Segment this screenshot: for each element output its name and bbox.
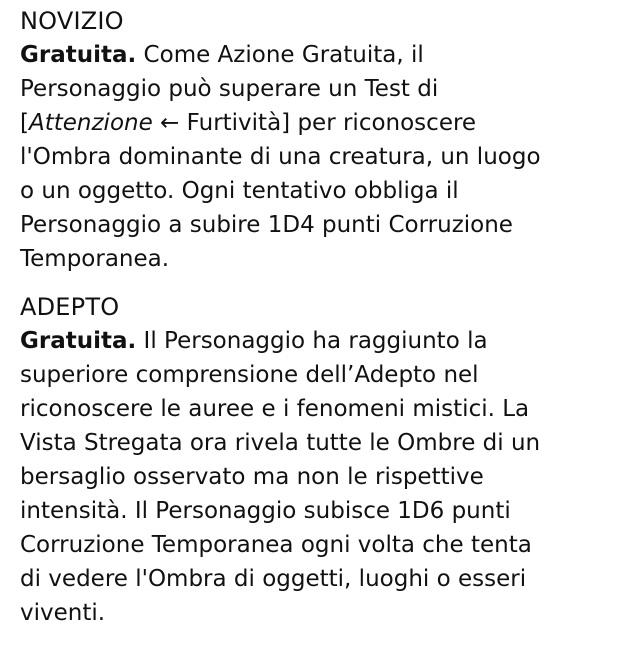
text-line: Vista Stregata ora rivela tutte le Ombre di un (20, 430, 541, 456)
section-adepto (20, 290, 622, 630)
text-line: Personaggio a subire 1D4 punti Corruzione (20, 212, 513, 238)
text-line: riconoscere le auree e i fenomeni mistici. La (20, 396, 530, 422)
text-line: o un oggetto. Ogni tentativo obbliga il (20, 178, 459, 204)
section-paragraph (20, 324, 622, 630)
section-novizio (20, 4, 622, 276)
lead-label: Gratuita. (20, 328, 137, 354)
italic-term: Attenzione (28, 110, 153, 136)
text-line: Temporanea. (20, 246, 170, 272)
text-line: di vedere l'Ombra di oggetti, luoghi o esseri (20, 566, 527, 592)
text-line: Personaggio può superare un Test di (20, 76, 439, 102)
lead-label: Gratuita. (20, 42, 137, 68)
text-line: viventi. (20, 600, 106, 626)
section-title: NOVIZIO (20, 7, 124, 35)
section-title: ADEPTO (20, 293, 120, 321)
text-line: bersaglio osservato ma non le rispettive (20, 464, 484, 490)
text-line: Gratuita. Il Personaggio ha raggiunto la (20, 328, 488, 354)
text-line: superiore comprensione dell’Adepto nel (20, 362, 479, 388)
section-paragraph (20, 38, 622, 276)
text-line: intensità. Il Personaggio subisce 1D6 punti (20, 498, 511, 524)
text-line: l'Ombra dominante di una creatura, un luogo (20, 144, 541, 170)
text-line: Gratuita. Come Azione Gratuita, il (20, 42, 424, 68)
text-line: [Attenzione ← Furtività] per riconoscere (20, 110, 477, 136)
text-line: Corruzione Temporanea ogni volta che tenta (20, 532, 532, 558)
